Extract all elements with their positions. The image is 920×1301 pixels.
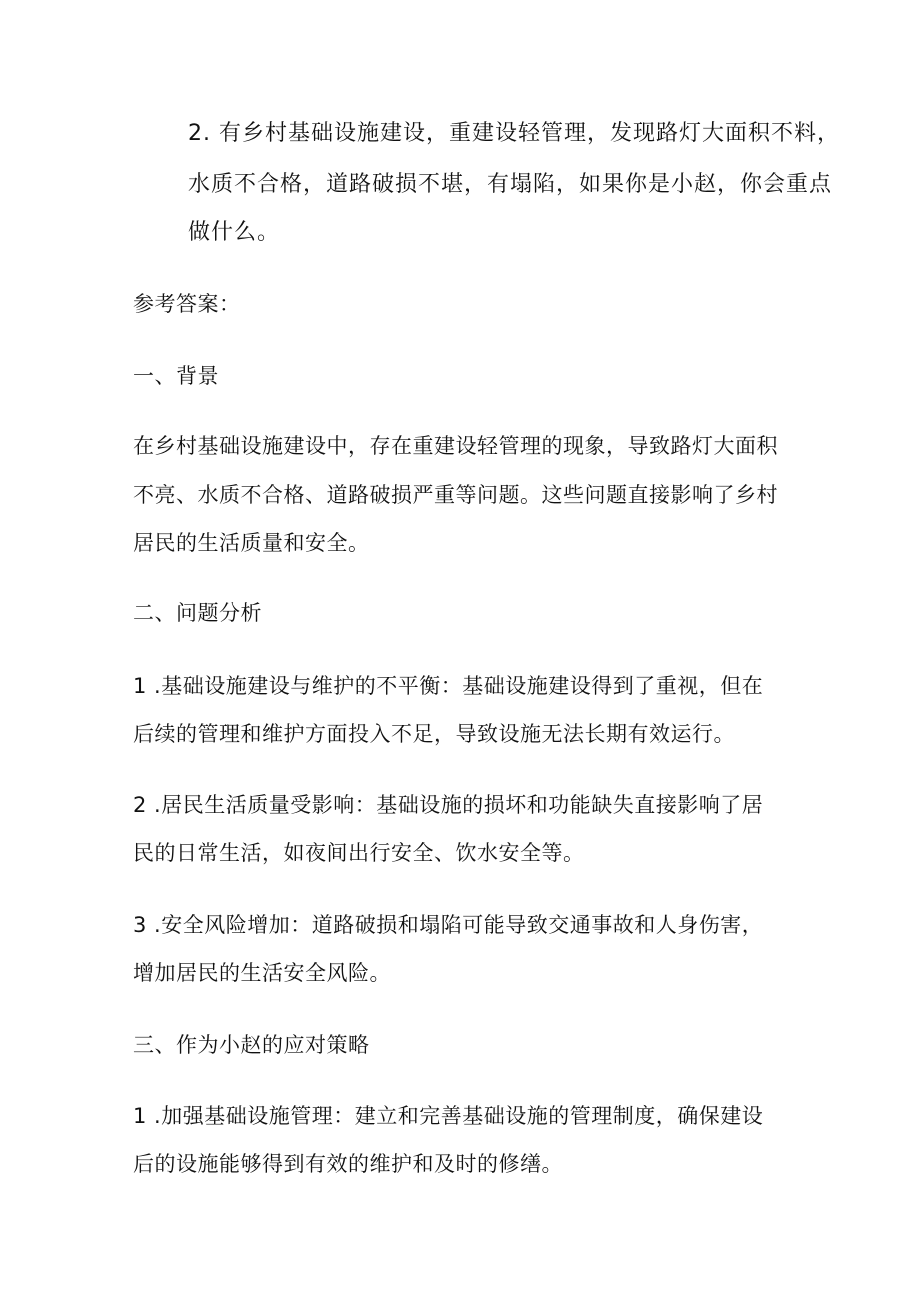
section-heading-background: 一、背景 [133,364,219,388]
paragraph-line: 不亮、水质不合格、道路破损严重等问题。这些问题直接影响了乡村 [133,483,778,507]
list-item-line: 1 .基础设施建设与维护的不平衡：基础设施建设得到了重视，但在 [133,674,764,698]
question-line-2: 水质不合格，道路破损不堪，有塌陷，如果你是小赵，你会重点 [188,172,833,197]
list-item-line: 民的日常生活，如夜间出行安全、饮水安全等。 [133,841,585,865]
list-item-line: 后续的管理和维护方面投入不足，导致设施无法长期有效运行。 [133,722,735,746]
list-item-line: 2 .居民生活质量受影响：基础设施的损坏和功能缺失直接影响了居 [133,793,764,817]
list-item-line: 3 .安全风险增加：道路破损和塌陷可能导致交通事故和人身伤害， [133,913,764,937]
question-line-3: 做什么。 [188,220,281,245]
list-item-line: 1 .加强基础设施管理：建立和完善基础设施的管理制度，确保建设 [133,1104,764,1128]
answer-label: 参考答案： [133,292,241,316]
list-item-line: 后的设施能够得到有效的维护和及时的修缮。 [133,1152,563,1176]
list-item-line: 增加居民的生活安全风险。 [133,961,391,985]
paragraph-line: 在乡村基础设施建设中，存在重建设轻管理的现象，导致路灯大面积 [133,434,778,458]
paragraph-line: 居民的生活质量和安全。 [133,531,370,555]
section-heading-analysis: 二、问题分析 [133,601,262,625]
section-heading-strategy: 三、作为小赵的应对策略 [133,1033,370,1057]
question-line-1: 2. 有乡村基础设施建设，重建设轻管理，发现路灯大面积不料， [188,121,840,146]
